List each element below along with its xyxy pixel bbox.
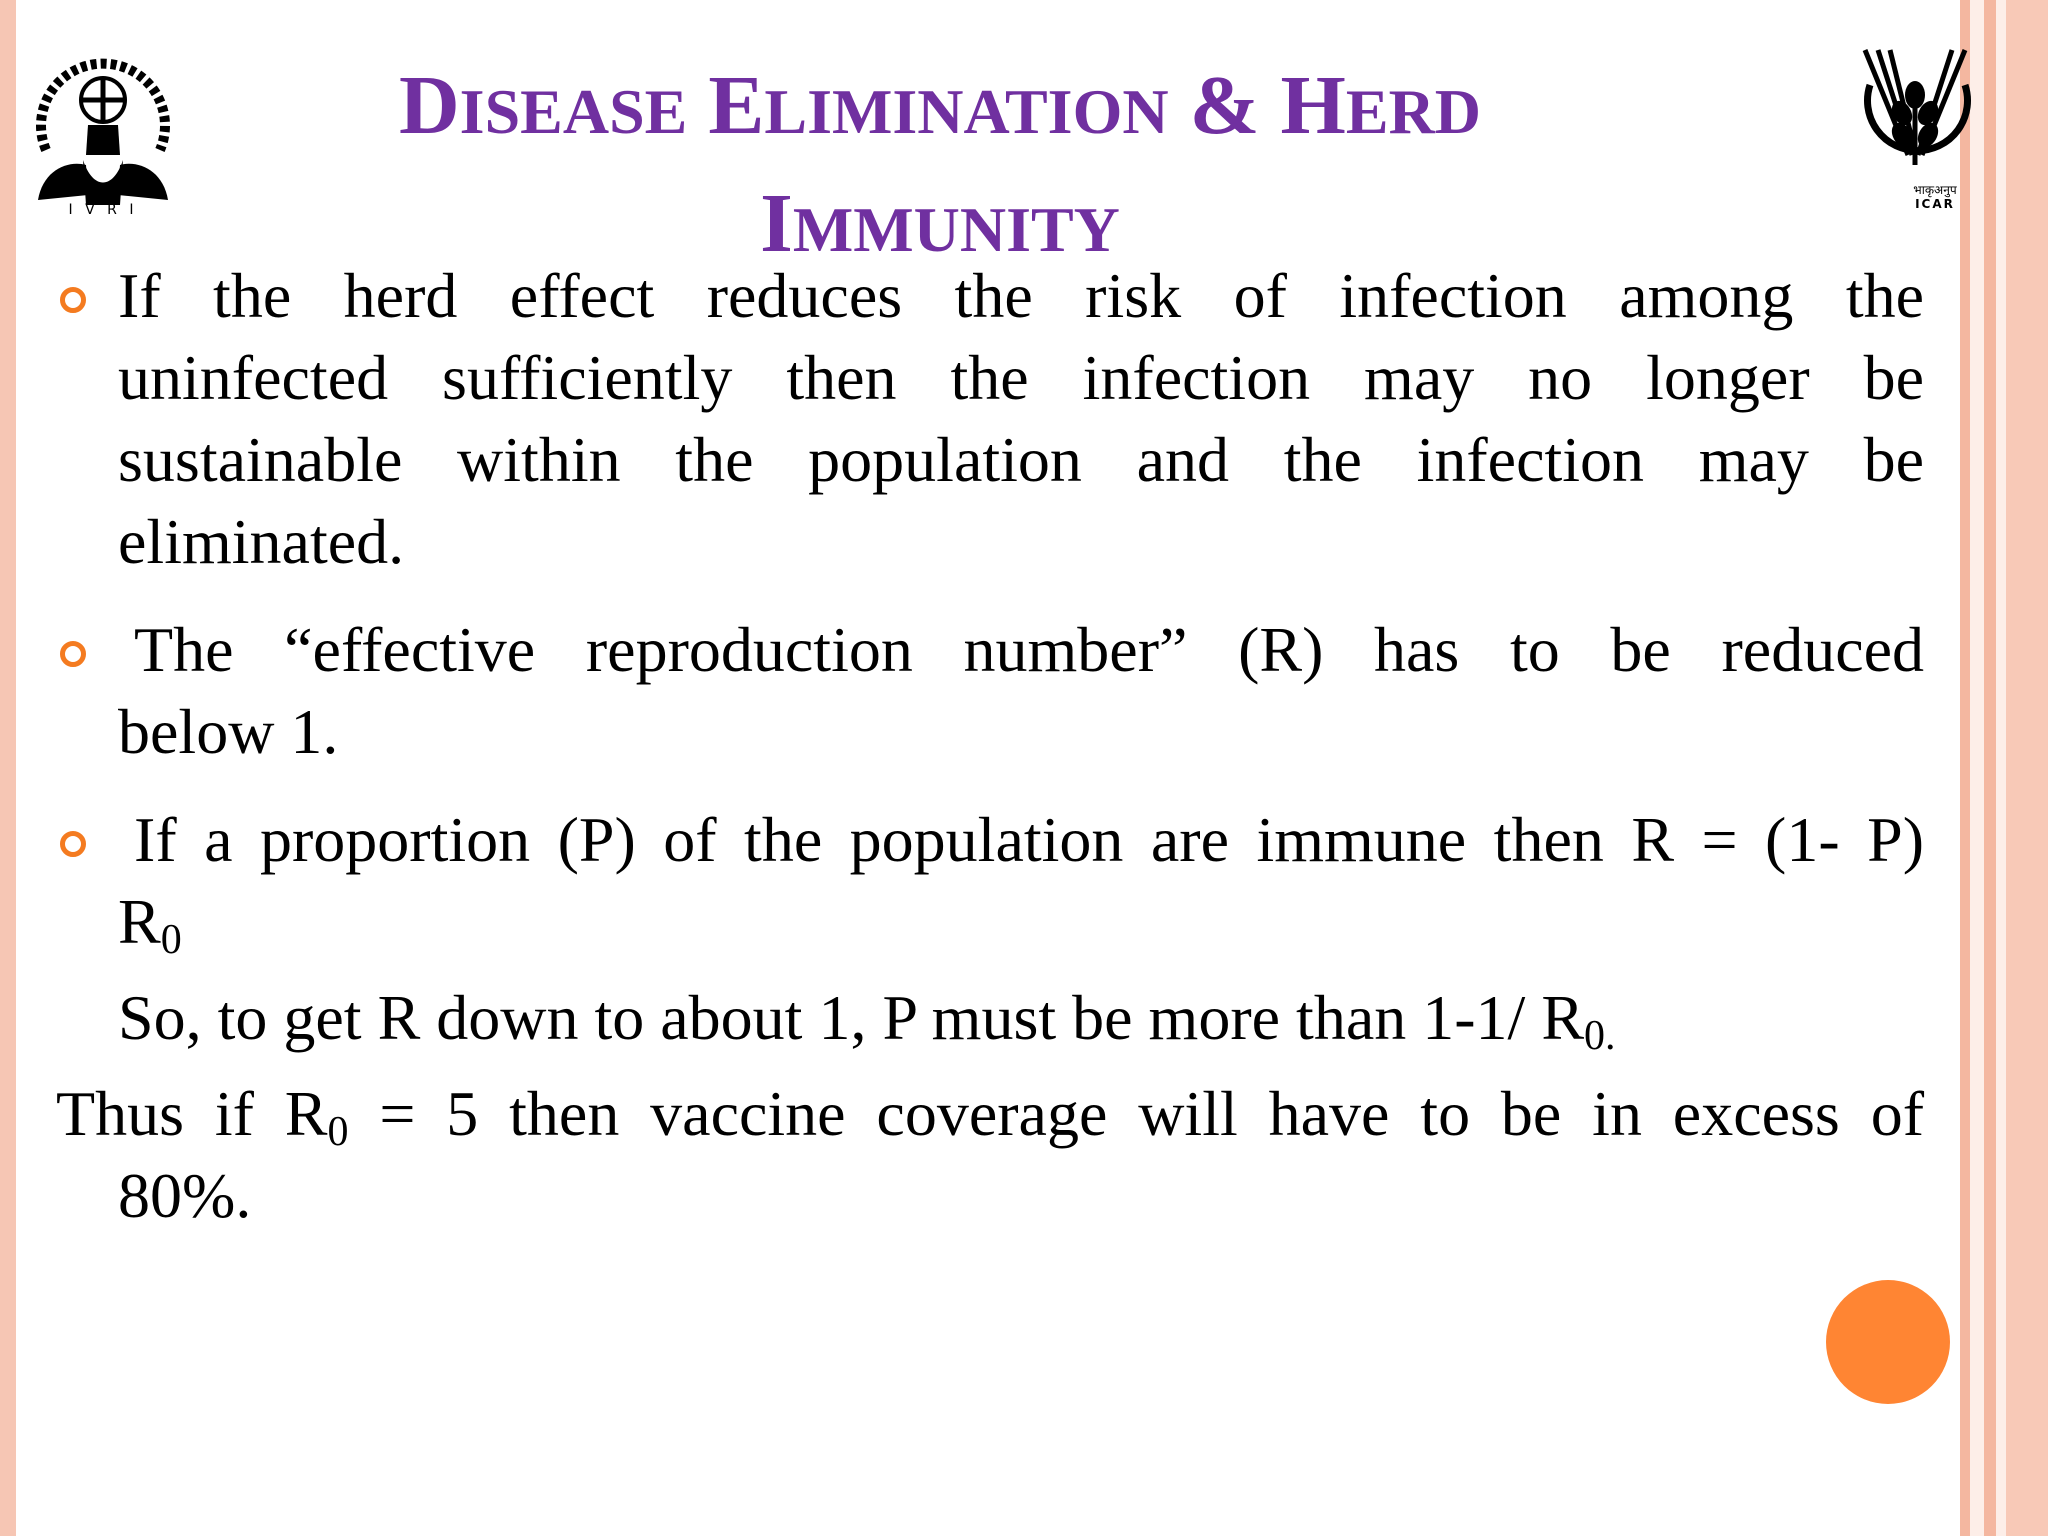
icar-caption: ICAR (1915, 197, 1955, 211)
right-border-band (1960, 0, 2048, 1536)
icar-wheat-emblem-icon (1850, 45, 1980, 185)
icar-logo (1850, 45, 1980, 215)
icar-caption-hindi: भाकृअनुप (1913, 183, 1957, 197)
slide-title (220, 50, 1660, 286)
so-line: So, to get R down to about 1, P must be more than 1-1/ $R_{0.}$ (118, 982, 1616, 1059)
bullet-item-3: If a proportion (P) of the population are immune then R = (1- P) $R_0$ (56, 799, 1924, 963)
bullet-item-2: The “effective reproduction number” (R) has to be reduced below 1. (56, 609, 1924, 773)
decorative-orange-circle (1826, 1280, 1950, 1404)
title-line-1: DISEASE ELIMINATION & HERD (398, 59, 1482, 152)
title-line-2: IMMUNITY (760, 177, 1120, 270)
left-border (0, 0, 16, 1536)
bullet-ring-icon (60, 831, 86, 857)
slide-body (56, 255, 1924, 1237)
bullet-ring-icon (60, 287, 86, 313)
bullet-item-1: If the herd effect reduces the risk of infection among the uninfected sufficiently then the infection may no longer be sustainable within the population and the infection may be eliminated. (56, 255, 1924, 583)
ivri-caption: I V R I (68, 202, 138, 218)
bullet-ring-icon (60, 641, 86, 667)
ivri-logo (28, 30, 178, 220)
ivri-emblem-icon (28, 30, 178, 220)
thus-paragraph: Thus if $R_0 = 5$ then vaccine coverage will have to be in excess of 80%. (56, 1078, 1925, 1231)
